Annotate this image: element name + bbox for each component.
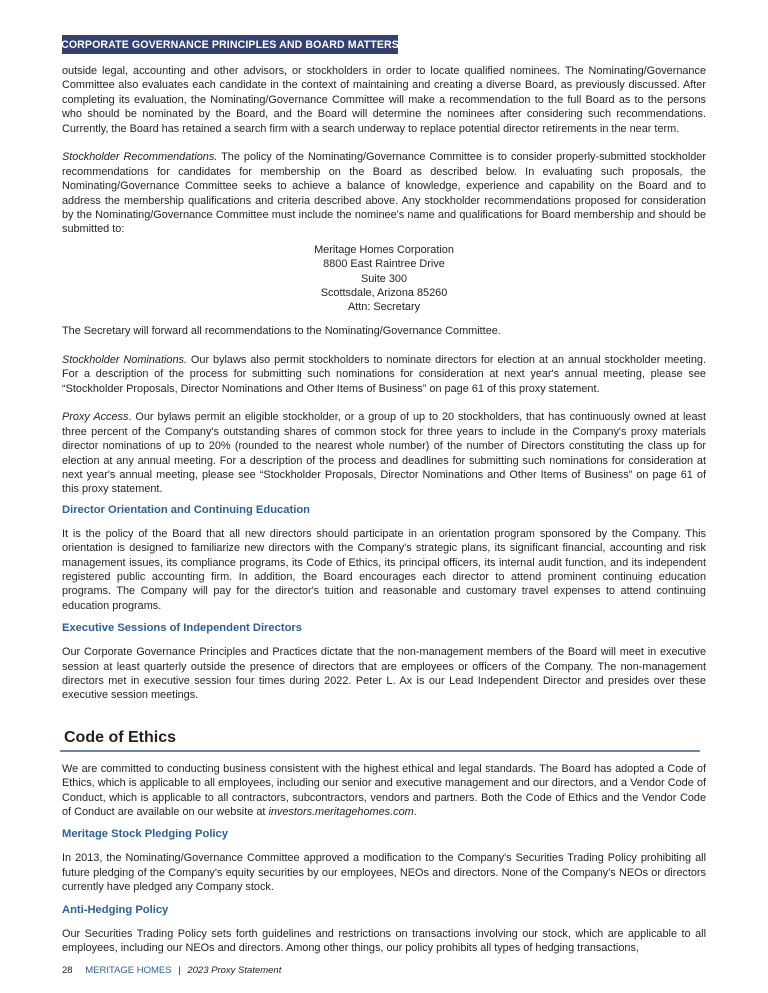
paragraph-stock-pledging: In 2013, the Nominating/Governance Committee approved a modification to the Company's Securities Trading Policy prohibiting all future pledging of the Company's equity securities by our employees, NEOs and directors. None of the Company's NEOs or directors currently have pledged any Company stock. [62, 852, 706, 894]
paragraph-proxy-access: Proxy Access. Our bylaws permit an eligible stockholder, or a group of up to 20 stockholders, that has continuously owned at least three percent of the Company's outstanding shares of common stock for three years to include in the Company's proxy materials director nominations of up to 20% (rounded to the nearest whole number) of the number of Directors constituting the class up for election at any annual meeting. For a description of the process and deadlines for submitting such nominations for consideration at next year's annual meeting, please see “Stockholder Proposals, Director Nominations and Other Items of Business” on page 61 of this proxy statement. [62, 411, 707, 496]
address-line: 8800 East Raintree Drive [323, 258, 445, 271]
address-line: Suite 300 [360, 272, 408, 285]
address-line: Attn: Secretary [347, 301, 421, 314]
heading-anti-hedging: Anti-Hedging Policy [62, 903, 169, 916]
mailing-address [62, 243, 706, 315]
paragraph-code-of-ethics: We are committed to conducting business consistent with the highest ethical and legal standards. The Board has adopted a Code of Ethics, which is applicable to all employees, including our senior and executive management and our directors, and a Vendor Code of Conduct, which is applicable to all contractors, subcontractors, vendors and partners. Both the Code of Ethics and the Vendor Code of Conduct are available on our website at investors.meritagehomes.com. [62, 762, 706, 819]
paragraph-director-orientation: It is the policy of the Board that all new directors should participate in an orientation program sponsored by the Company. This orientation is designed to familiarize new directors with the Company's strategic plans, its significant financial, accounting and risk management issues, its compliance programs, its Code of Ethics, its principal officers, its internal audit function, and its independent registered public accounting firm. In addition, the Board encourages each director to attend prominent continuing education programs. The Company will pay for the director's tuition and reasonable and customary travel expenses to attend continuing education programs. [62, 527, 706, 612]
code-of-ethics-heading-rule [60, 728, 700, 752]
footer-brand: MERITAGE HOMES [85, 965, 172, 976]
run-in-heading: Stockholder Nominations. [62, 353, 187, 366]
paragraph-stockholder-nominations: Stockholder Nominations. Our bylaws also permit stockholders to nominate directors for election at an annual stockholder meeting. For a description of the process for submitting such nominations for consideration at next year's annual meeting, please see “Stockholder Proposals, Director Nominations and Other Items of Business” on page 61 of this proxy statement. [62, 353, 706, 395]
page-content [62, 64, 706, 970]
paragraph-nominee-evaluation: outside legal, accounting and other advisors, or stockholders in order to locate qualified nominees. The Nominating/Governance Committee also evaluates each candidate in the context of maintaining and creating a diverse Board, as previously discussed. After completing its evaluation, the Nominating/Governance Committee will make a recommendation to the full Board as to the persons who should be nominated by the Board, and the Board will determine the nominees after considering such recommendations. Currently, the Board has retained a search firm with a search underway to replace potential director retirements in the near term. [62, 65, 706, 135]
section-header-label: CORPORATE GOVERNANCE PRINCIPLES AND BOARD MATTERS [61, 38, 399, 51]
paragraph-executive-sessions: Our Corporate Governance Principles and Practices dictate that the non-management members of the Board will meet in executive session at least quarterly outside the presence of directors that are employees or officers of the Company. The non-management directors met in executive session four times during 2022. Peter L. Ax is our Lead Independent Director and presides over these executive session meetings. [62, 646, 706, 702]
page-footer [62, 965, 281, 976]
paragraph-anti-hedging: Our Securities Trading Policy sets forth guidelines and restrictions on transactions involving our stock, which are applicable to all employees, including our NEOs and directors. Among other things, our policy prohibits all types of hedging transactions, [62, 927, 706, 955]
paragraph-stockholder-recommendations: Stockholder Recommendations. The policy of the Nominating/Governance Committee is to consider properly-submitted stockholder recommendations for candidates for membership on the Board as described below. In evaluating such proposals, the Nominating/Governance Committee seeks to achieve a balance of knowledge, experience and capability on the Board and to address the membership qualifications and criteria described above. Any stockholder recommendations proposed for consideration by the Nominating/Governance Committee must include the nominee's name and qualifications for Board membership and should be submitted to: [62, 151, 706, 236]
footer-document-title: 2023 Proxy Statement [187, 965, 282, 976]
heading-director-orientation: Director Orientation and Continuing Education [62, 503, 310, 516]
heading-executive-sessions: Executive Sessions of Independent Directors [62, 622, 302, 635]
run-in-heading: Stockholder Recommendations. [62, 151, 218, 164]
page-number: 28 [62, 965, 73, 976]
address-line: Meritage Homes Corporation [314, 243, 454, 256]
footer-separator: | [178, 965, 181, 976]
heading-code-of-ethics: Code of Ethics [64, 728, 177, 746]
website-link[interactable]: investors.meritagehomes.com [268, 806, 414, 819]
address-line: Scottsdale, Arizona 85260 [320, 287, 448, 300]
run-in-heading: Proxy Access [62, 411, 129, 424]
paragraph-secretary-forward: The Secretary will forward all recommendations to the Nominating/Governance Committee. [62, 324, 501, 337]
heading-stock-pledging: Meritage Stock Pledging Policy [62, 828, 228, 841]
section-header-band [62, 35, 398, 54]
